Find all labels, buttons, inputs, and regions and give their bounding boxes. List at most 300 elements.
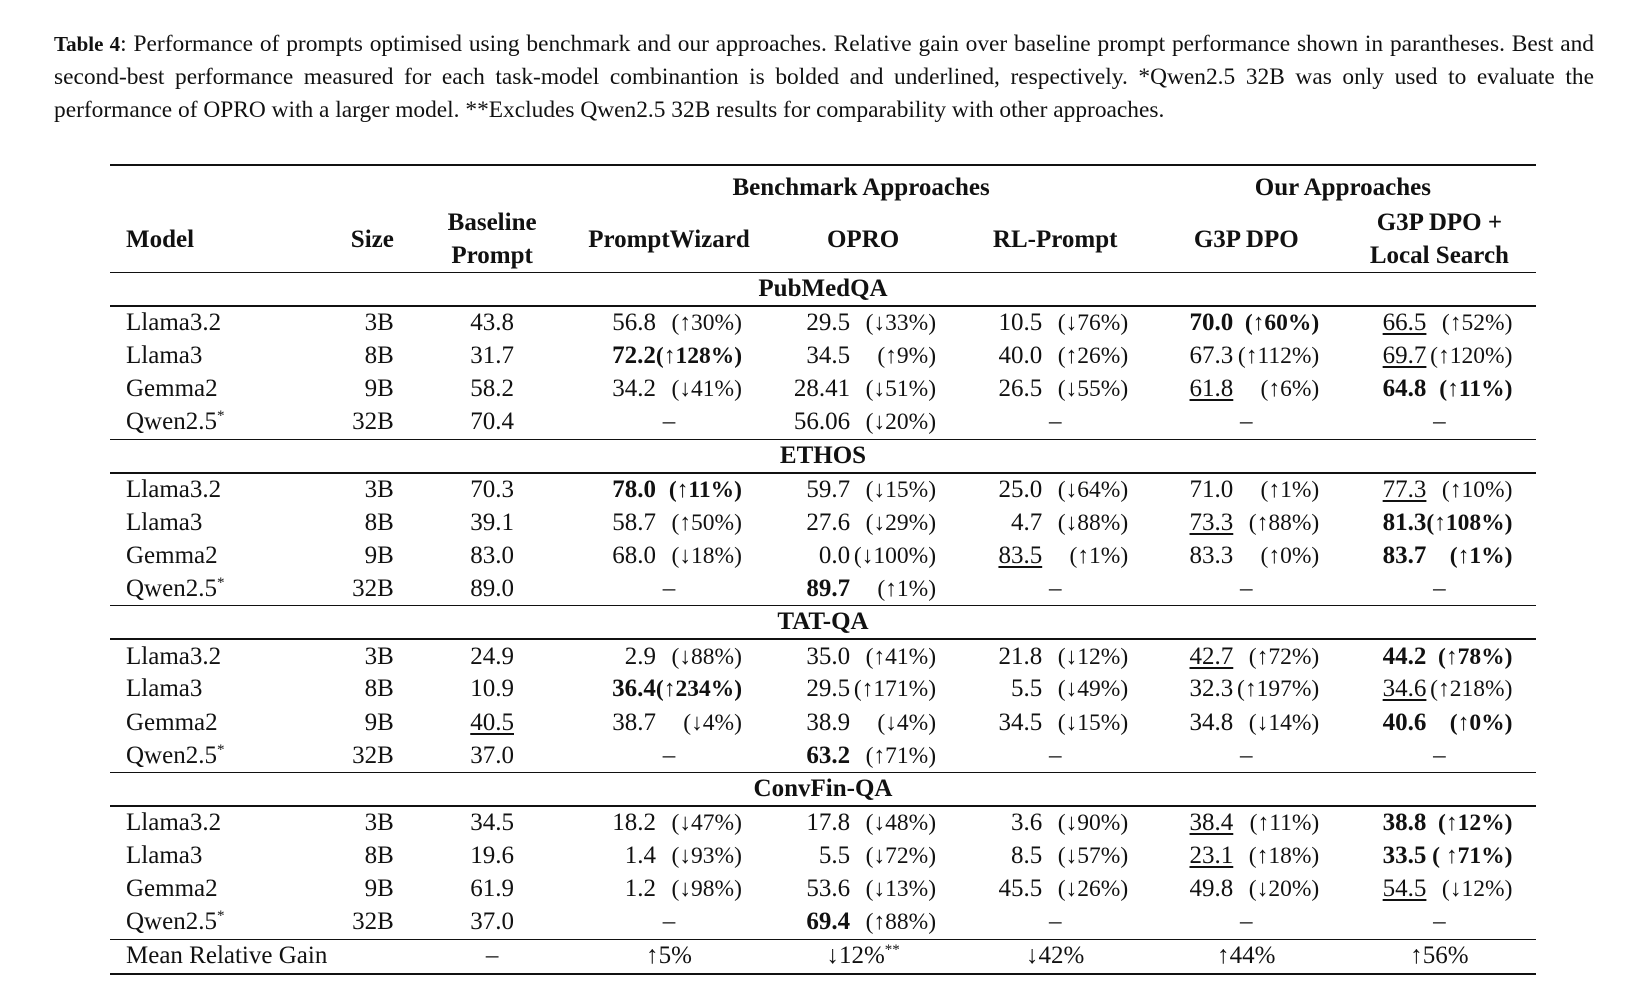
rlprompt-value: 5.5: [1010, 675, 1043, 703]
baseline-value: 19.6: [470, 842, 514, 869]
g3p-dpo-value: 70.0: [1189, 309, 1234, 337]
baseline-cell: [412, 573, 573, 606]
table-row: [110, 373, 1536, 406]
header-group-row: [110, 165, 1536, 206]
size-cell: 9B: [364, 541, 394, 569]
section-header-row: [110, 273, 1536, 307]
promptwizard-column-header: PromptWizard: [588, 225, 750, 253]
rlprompt-value: 34.5: [998, 708, 1043, 736]
baseline-value: 31.7: [470, 341, 514, 369]
baseline-header-line1: Baseline: [447, 209, 537, 236]
rlprompt-cell: [961, 906, 1150, 939]
mean-gain-row: [110, 939, 1536, 974]
g3p-dpo-value: 32.3: [1189, 675, 1234, 703]
promptwizard-cell: [572, 406, 765, 439]
promptwizard-value: 34.2: [612, 375, 656, 403]
model-cell: [110, 806, 294, 839]
g3p-dpo-gain: (↓20%): [1248, 876, 1320, 903]
mean-rlprompt: ↓42%: [961, 939, 1150, 974]
promptwizard-gain: (↓93%): [671, 843, 742, 869]
model-name: Llama3: [126, 508, 203, 536]
g3p-ls-gain: (↑78%): [1438, 643, 1513, 670]
promptwizard-value: 2.9: [624, 642, 656, 670]
model-name: Qwen2.5: [126, 908, 217, 936]
opro-value: 5.5: [818, 842, 851, 869]
g3p-dpo-cell: [1150, 373, 1343, 406]
model-cell: [110, 406, 294, 439]
baseline-value: 34.5: [470, 809, 514, 837]
rlprompt-value: 21.8: [998, 642, 1043, 670]
g3p-dpo-cell: [1150, 673, 1343, 706]
size-cell: 32B: [352, 908, 394, 936]
g3p-dpo-cell: [1150, 473, 1343, 506]
size-cell: 8B: [364, 508, 394, 536]
opro-gain: (↓33%): [865, 310, 937, 337]
promptwizard-cell: [572, 473, 765, 506]
size-cell: 32B: [352, 408, 394, 436]
g3p-ls-value: 40.6: [1382, 708, 1427, 736]
promptwizard-cell: [572, 906, 765, 939]
promptwizard-cell: [572, 673, 765, 706]
opro-cell: [766, 406, 961, 439]
opro-value: 27.6: [806, 508, 851, 536]
g3p-ls-header-line2: Local Search: [1369, 242, 1509, 269]
opro-cell: [766, 539, 961, 572]
baseline-column-header: [412, 206, 573, 273]
g3p-dpo-gain: (↑112%): [1237, 342, 1320, 369]
g3p-ls-cell: [1343, 839, 1536, 872]
our-approaches-header: Our Approaches: [1150, 165, 1536, 206]
header-column-row: [110, 206, 1536, 273]
g3p-dpo-gain: (↑11%): [1249, 810, 1320, 837]
model-name: Gemma2: [126, 708, 218, 736]
opro-gain: (↑171%): [853, 676, 937, 703]
g3p-ls-value: 64.8: [1382, 375, 1427, 403]
model-footnote-mark: *: [216, 741, 225, 758]
promptwizard-value: 1.4: [624, 842, 656, 869]
opro-cell: [766, 906, 961, 939]
rlprompt-cell: [961, 873, 1150, 906]
rlprompt-value: 4.7: [1010, 508, 1043, 536]
model-name: Llama3: [126, 675, 203, 703]
opro-cell: [766, 573, 961, 606]
baseline-value: 43.8: [470, 309, 514, 337]
opro-value: 63.2: [806, 741, 851, 769]
table-row: [110, 706, 1536, 739]
g3p-dpo-value: 61.8: [1189, 375, 1234, 403]
g3p-ls-cell: [1343, 373, 1536, 406]
opro-value: 35.0: [806, 642, 851, 670]
opro-cell: [766, 873, 961, 906]
promptwizard-value: 72.2: [612, 341, 656, 369]
opro-value: 29.5: [806, 675, 851, 703]
model-column-header: Model: [126, 225, 195, 253]
results-table: [110, 164, 1536, 975]
rlprompt-gain: (↑26%): [1057, 342, 1129, 369]
g3p-ls-gain: ( ↑71%): [1432, 843, 1513, 869]
model-name: Llama3.2: [126, 809, 222, 837]
section-header-row: [110, 773, 1536, 807]
promptwizard-gain: (↓47%): [671, 810, 742, 837]
opro-value: 29.5: [806, 309, 851, 337]
model-footnote-mark: *: [216, 574, 225, 591]
g3p-dpo-value: 34.8: [1189, 708, 1234, 736]
mean-opro-footnote-mark: **: [884, 942, 900, 959]
g3p-dpo-cell: [1150, 506, 1343, 539]
opro-value: 17.8: [806, 809, 851, 837]
g3p-dpo-gain: (↑18%): [1248, 843, 1320, 869]
model-name: Llama3: [126, 842, 203, 869]
promptwizard-value: 58.7: [612, 508, 656, 536]
model-cell: [110, 539, 294, 572]
rlprompt-cell: [961, 673, 1150, 706]
opro-gain: (↑1%): [877, 575, 937, 602]
baseline-cell: [412, 406, 573, 439]
g3p-dpo-value: 49.8: [1189, 875, 1234, 903]
promptwizard-gain: (↑128%): [655, 342, 743, 369]
table-row: [110, 306, 1536, 339]
opro-column-header: OPRO: [826, 225, 900, 253]
rlprompt-cell: [961, 739, 1150, 772]
promptwizard-cell: [572, 839, 765, 872]
model-name: Gemma2: [126, 541, 218, 569]
mean-promptwizard: ↑5%: [572, 939, 765, 974]
rlprompt-value: 40.0: [998, 341, 1043, 369]
rlprompt-cell: [961, 706, 1150, 739]
caption-label: Table 4: [54, 32, 121, 56]
opro-gain: (↓15%): [865, 476, 937, 503]
baseline-cell: [412, 839, 573, 872]
g3p-ls-cell: [1343, 873, 1536, 906]
g3p-ls-value: 66.5: [1382, 309, 1427, 337]
baseline-cell: [412, 673, 573, 706]
g3p-ls-value: –: [1433, 908, 1446, 936]
promptwizard-value: 56.8: [612, 309, 656, 337]
model-cell: [110, 573, 294, 606]
promptwizard-cell: [572, 306, 765, 339]
opro-cell: [766, 506, 961, 539]
baseline-value: 83.0: [470, 541, 514, 569]
rlprompt-gain: (↓55%): [1057, 376, 1129, 403]
model-name: Gemma2: [126, 375, 218, 403]
baseline-cell: [412, 339, 573, 372]
size-cell: 3B: [364, 809, 394, 837]
rlprompt-cell: [961, 573, 1150, 606]
model-cell: [110, 906, 294, 939]
model-cell: [110, 373, 294, 406]
table-row: [110, 906, 1536, 939]
g3p-ls-gain: (↑0%): [1449, 709, 1513, 736]
g3p-ls-value: –: [1433, 574, 1446, 602]
g3p-ls-cell: [1343, 739, 1536, 772]
rlprompt-cell: [961, 406, 1150, 439]
model-cell: [110, 473, 294, 506]
g3p-dpo-cell: [1150, 539, 1343, 572]
promptwizard-cell: [572, 339, 765, 372]
baseline-value: 24.9: [470, 642, 514, 670]
model-cell: [110, 306, 294, 339]
promptwizard-cell: [572, 506, 765, 539]
model-name: Llama3.2: [126, 475, 222, 503]
rlprompt-value: –: [1048, 908, 1062, 936]
g3p-ls-gain: (↑10%): [1441, 476, 1513, 503]
caption-text: : Performance of prompts optimised using benchmark and our approaches. Relative gain over baseline prompt performance shown in parantheses. Best and second-best performance measured for each task-model combinantion is bolded and underlined, respectively. *Qwen2.5 32B was only used to evaluate the performance of OPRO with a larger model. **Excludes Qwen2.5 32B results for comparability with other approaches.: [54, 31, 1594, 123]
g3p-ls-gain: (↑1%): [1449, 542, 1513, 569]
rlprompt-gain: (↓88%): [1057, 509, 1129, 536]
section-title: PubMedQA: [110, 273, 1536, 307]
rlprompt-value: 10.5: [998, 309, 1043, 337]
opro-cell: [766, 839, 961, 872]
opro-value: 89.7: [806, 574, 851, 602]
rlprompt-gain: (↑1%): [1069, 542, 1129, 569]
model-name: Qwen2.5: [126, 408, 217, 436]
g3p-ls-value: –: [1433, 741, 1446, 769]
model-name: Llama3: [126, 341, 203, 369]
mean-opro-value: ↓12%: [826, 942, 885, 970]
g3p-dpo-cell: [1150, 339, 1343, 372]
g3p-ls-value: 33.5: [1382, 842, 1427, 869]
promptwizard-gain: (↓41%): [671, 376, 742, 403]
model-cell: [110, 339, 294, 372]
rlprompt-value: 26.5: [998, 375, 1043, 403]
opro-cell: [766, 706, 961, 739]
g3p-dpo-gain: (↑0%): [1260, 542, 1320, 569]
rlprompt-gain: (↓12%): [1057, 643, 1129, 670]
promptwizard-gain: (↑30%): [671, 310, 742, 337]
opro-cell: [766, 806, 961, 839]
opro-gain: (↓20%): [865, 409, 937, 436]
baseline-cell: [412, 806, 573, 839]
g3p-ls-header-line1: G3P DPO +: [1376, 209, 1503, 236]
opro-gain: (↓51%): [865, 376, 937, 403]
promptwizard-value: –: [662, 408, 676, 436]
baseline-cell: [412, 706, 573, 739]
rlprompt-cell: [961, 806, 1150, 839]
table-row: [110, 839, 1536, 872]
section-header-row: [110, 439, 1536, 473]
promptwizard-cell: [572, 573, 765, 606]
rlprompt-cell: [961, 373, 1150, 406]
opro-value: 59.7: [806, 475, 851, 503]
model-name: Llama3.2: [126, 309, 222, 337]
rlprompt-gain: (↓26%): [1057, 876, 1129, 903]
g3p-dpo-cell: [1150, 639, 1343, 672]
model-name: Gemma2: [126, 875, 218, 903]
g3p-ls-value: 54.5: [1382, 875, 1427, 903]
baseline-value: 61.9: [470, 875, 514, 903]
promptwizard-cell: [572, 706, 765, 739]
mean-baseline: –: [412, 939, 573, 974]
table-row: [110, 639, 1536, 672]
g3p-dpo-gain: (↑6%): [1260, 376, 1320, 403]
baseline-cell: [412, 739, 573, 772]
baseline-header-line2: Prompt: [451, 242, 533, 269]
model-cell: [110, 839, 294, 872]
opro-gain: (↓13%): [865, 876, 937, 903]
g3p-ls-cell: [1343, 406, 1536, 439]
table-row: [110, 573, 1536, 606]
opro-gain: (↓4%): [877, 709, 937, 736]
rlprompt-cell: [961, 306, 1150, 339]
section-title: ConvFin-QA: [110, 773, 1536, 807]
baseline-value: 89.0: [470, 574, 514, 602]
g3p-ls-cell: [1343, 339, 1536, 372]
table-row: [110, 739, 1536, 772]
baseline-value: 58.2: [470, 375, 514, 403]
g3p-ls-cell: [1343, 706, 1536, 739]
table-caption: [54, 28, 1594, 127]
g3p-ls-cell: [1343, 906, 1536, 939]
g3p-ls-gain: (↓12%): [1441, 876, 1513, 903]
promptwizard-value: 78.0: [612, 475, 656, 503]
promptwizard-value: 18.2: [612, 809, 656, 837]
promptwizard-value: –: [662, 574, 676, 602]
g3p-ls-value: 38.8: [1382, 809, 1427, 837]
g3p-ls-value: 69.7: [1382, 341, 1427, 369]
opro-cell: [766, 339, 961, 372]
g3p-ls-gain: (↑11%): [1439, 376, 1513, 403]
g3p-ls-cell: [1343, 806, 1536, 839]
opro-value: 34.5: [806, 341, 851, 369]
opro-value: 38.9: [806, 708, 851, 736]
baseline-value: 70.4: [470, 408, 514, 436]
rlprompt-gain: (↓57%): [1057, 843, 1129, 869]
rlprompt-cell: [961, 839, 1150, 872]
opro-value: 69.4: [806, 908, 851, 936]
promptwizard-gain: (↓18%): [671, 542, 742, 569]
opro-value: 28.41: [793, 375, 851, 403]
table-body: [110, 273, 1536, 974]
model-name: Qwen2.5: [126, 741, 217, 769]
table-row: [110, 539, 1536, 572]
opro-gain: (↓100%): [853, 542, 937, 569]
model-footnote-mark: *: [216, 908, 225, 925]
promptwizard-value: 38.7: [612, 708, 656, 736]
promptwizard-value: –: [662, 908, 676, 936]
g3p-dpo-cell: [1150, 406, 1343, 439]
g3p-dpo-value: 83.3: [1189, 541, 1234, 569]
g3p-ls-cell: [1343, 639, 1536, 672]
baseline-value: 39.1: [470, 508, 514, 536]
rlprompt-cell: [961, 506, 1150, 539]
rlprompt-value: 3.6: [1010, 809, 1043, 837]
promptwizard-gain: (↑234%): [655, 676, 743, 703]
g3p-dpo-gain: (↑60%): [1244, 310, 1320, 337]
table-row: [110, 506, 1536, 539]
g3p-ls-cell: [1343, 573, 1536, 606]
promptwizard-cell: [572, 539, 765, 572]
opro-gain: (↑71%): [865, 742, 937, 769]
model-cell: [110, 873, 294, 906]
size-cell: 3B: [364, 309, 394, 337]
opro-gain: (↑9%): [877, 342, 937, 369]
baseline-value: 37.0: [470, 908, 514, 936]
rlprompt-cell: [961, 339, 1150, 372]
g3p-ls-value: 34.6: [1382, 675, 1427, 703]
g3p-dpo-gain: (↑88%): [1248, 509, 1320, 536]
opro-gain: (↓72%): [865, 843, 937, 869]
table-row: [110, 806, 1536, 839]
baseline-cell: [412, 906, 573, 939]
rlprompt-cell: [961, 473, 1150, 506]
promptwizard-cell: [572, 373, 765, 406]
model-name: Qwen2.5: [126, 574, 217, 602]
promptwizard-gain: (↓88%): [671, 643, 742, 670]
g3p-dpo-cell: [1150, 306, 1343, 339]
g3p-ls-column-header: [1343, 206, 1536, 273]
rlprompt-gain: (↓76%): [1057, 310, 1129, 337]
g3p-dpo-cell: [1150, 573, 1343, 606]
rlprompt-gain: (↓64%): [1057, 476, 1129, 503]
size-cell: 3B: [364, 642, 394, 670]
benchmark-approaches-header: Benchmark Approaches: [572, 165, 1149, 206]
section-title: ETHOS: [110, 439, 1536, 473]
rlprompt-value: –: [1048, 574, 1062, 602]
size-cell: 3B: [364, 475, 394, 503]
table-row: [110, 406, 1536, 439]
opro-cell: [766, 306, 961, 339]
promptwizard-gain: (↓4%): [683, 709, 742, 736]
baseline-cell: [412, 373, 573, 406]
size-cell: 9B: [364, 875, 394, 903]
table-row: [110, 873, 1536, 906]
g3p-dpo-value: 73.3: [1189, 508, 1234, 536]
promptwizard-gain: (↓98%): [671, 876, 742, 903]
g3p-dpo-gain: (↑72%): [1248, 643, 1320, 670]
opro-cell: [766, 673, 961, 706]
opro-value: 0.0: [818, 541, 851, 569]
rlprompt-gain: (↓90%): [1057, 810, 1129, 837]
g3p-ls-cell: [1343, 539, 1536, 572]
promptwizard-gain: (↑50%): [671, 509, 742, 536]
g3p-ls-gain: (↑52%): [1441, 310, 1513, 337]
rlprompt-gain: (↓15%): [1057, 709, 1129, 736]
baseline-value: 40.5: [470, 708, 514, 736]
g3p-dpo-value: –: [1240, 741, 1253, 769]
g3p-dpo-gain: (↑1%): [1260, 476, 1320, 503]
opro-cell: [766, 473, 961, 506]
promptwizard-gain: (↑11%): [668, 476, 742, 503]
g3p-dpo-cell: [1150, 706, 1343, 739]
promptwizard-cell: [572, 739, 765, 772]
size-cell: 32B: [352, 741, 394, 769]
section-title: TAT-QA: [110, 606, 1536, 640]
rlprompt-value: 8.5: [1010, 842, 1043, 869]
g3p-ls-value: 77.3: [1382, 475, 1427, 503]
baseline-value: 70.3: [470, 475, 514, 503]
table-row: [110, 673, 1536, 706]
baseline-value: 10.9: [470, 675, 514, 703]
g3p-ls-cell: [1343, 306, 1536, 339]
g3p-dpo-cell: [1150, 873, 1343, 906]
opro-gain: (↓29%): [865, 509, 937, 536]
rlprompt-value: 83.5: [998, 541, 1043, 569]
promptwizard-cell: [572, 806, 765, 839]
model-cell: [110, 506, 294, 539]
g3p-dpo-value: –: [1240, 908, 1253, 936]
g3p-dpo-cell: [1150, 739, 1343, 772]
table-row: [110, 339, 1536, 372]
model-cell: [110, 673, 294, 706]
baseline-cell: [412, 506, 573, 539]
g3p-ls-gain: (↑218%): [1430, 676, 1513, 703]
g3p-dpo-column-header: G3P DPO: [1193, 225, 1299, 253]
g3p-ls-cell: [1343, 673, 1536, 706]
baseline-cell: [412, 473, 573, 506]
table-row: [110, 473, 1536, 506]
size-cell: 8B: [364, 842, 394, 869]
mean-g3p-dpo: ↑44%: [1150, 939, 1343, 974]
